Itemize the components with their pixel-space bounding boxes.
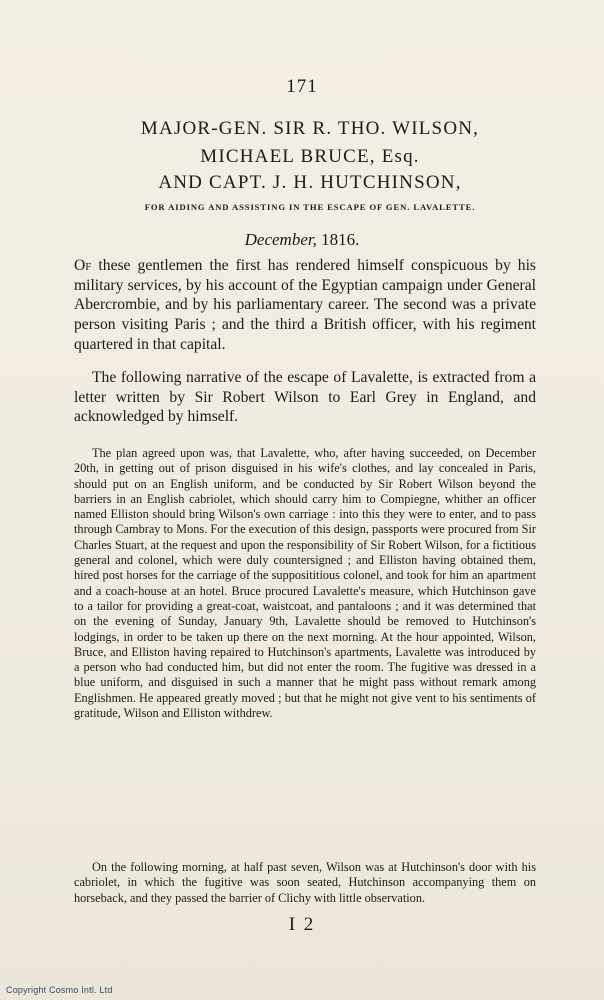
dateline: [0, 230, 604, 250]
signature-mark: I 2: [288, 914, 316, 935]
chapter-subtitle: FOR AIDING AND ASSISTING IN THE ESCAPE OF GEN. LAVALETTE.: [144, 202, 476, 212]
title-line-3: AND CAPT. J. H. HUTCHINSON,: [158, 172, 462, 193]
title-line-1: MAJOR-GEN. SIR R. THO. WILSON,: [140, 118, 480, 139]
page-number: 171: [286, 76, 318, 97]
narrative-intro-paragraph: The following narrative of the escape of Lavalette, is extracted from a letter written by Sir Robert Wilson to Earl Grey in England, and acknowledged by himself.: [74, 369, 536, 426]
following-morning-paragraph: On the following morning, at half past seven, Wilson was at Hutchinson's door with his cabriolet, in which the fugitive was soon seated, Hutchinson accompanying them on horseback, and they passed the barrier of Clichy with little observation.: [74, 860, 536, 905]
copyright-watermark: Copyright Cosmo Intl. Ltd: [6, 985, 113, 995]
intro-text: these gentlemen the first has rendered himself conspicuous by his military services, by his account of the Egyptian campaign under General Abercrombie, and by his parliamentary career. The second was a private person visiting Paris ; and the third a British officer, with his regiment quartered in that capital.: [74, 257, 536, 353]
date-year: 1816.: [321, 230, 360, 249]
intro-paragraph: [74, 256, 536, 355]
intro-initial: Of: [74, 257, 92, 274]
title-line-2: MICHAEL BRUCE, Esq.: [200, 146, 420, 167]
escape-narrative-paragraph: The plan agreed upon was, that Lavalette, who, after having succeeded, on December 20th, in getting out of prison disguised in his wife's clothes, and lay concealed in Paris, should put on an English uniform, and be conducted by Sir Robert Wilson beyond the barriers in an English cabriolet, which should carry him to Compiegne, whither an officer named Elliston should bring Wilson's own carriage : into this they were to enter, and to pass through Cambray to Mons. For the execution of this design, passports were procured from Sir Charles Stuart, at the request and upon the responsibility of Sir Robert Wilson, for a fictitious general and colonel, which were duly countersigned ; and Elliston having obtained them, hired post horses for the carriage of the supposititious colonel, and took for him an apartment and a coach-house at an hotel. Bruce procured Lavalette's measure, which Hutchinson gave to a tailor for providing a great-coat, waistcoat, and pantaloons ; and it was determined that on the evening of Sunday, January 9th, Lavalette should be removed to Hutchinson's lodgings, in order to be taken up there on the next morning. At the hour appointed, Wilson, Bruce, and Elliston having repaired to Hutchinson's apartments, Lavalette was introduced by a person who had conducted him, but did not enter the room. The fugitive was dressed in a blue uniform, and disguised in such a manner that he might pass without remark among Englishmen. He appeared greatly moved ; but that he might not give vent to his sentiments of gratitude, Wilson and Elliston withdrew.: [74, 446, 536, 721]
date-month: December,: [244, 230, 317, 249]
